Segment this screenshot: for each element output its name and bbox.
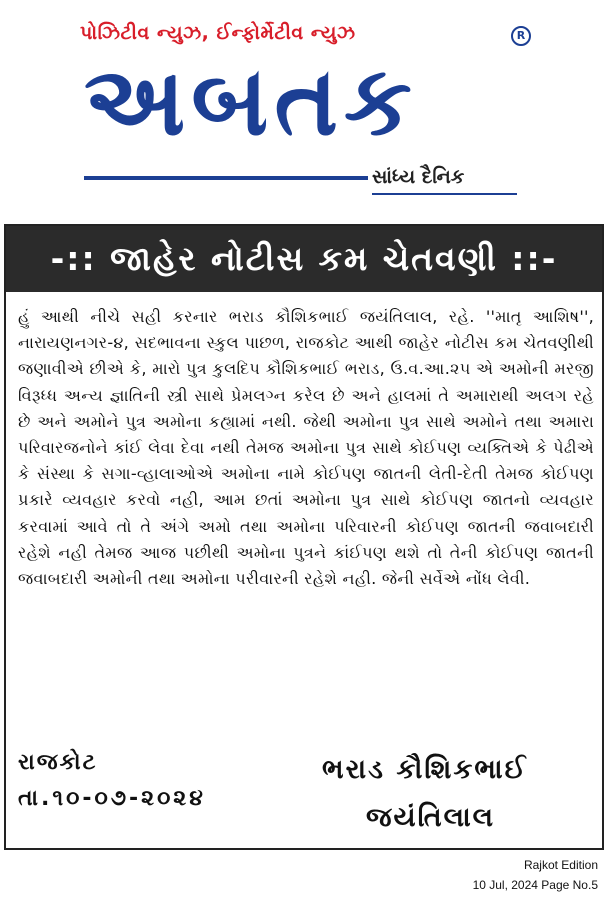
- masthead: [0, 0, 608, 210]
- masthead-rule: [84, 176, 368, 180]
- registered-trademark-icon: R: [511, 26, 531, 46]
- subtitle-underline: [372, 193, 517, 195]
- edition-label: Rajkot Edition: [523, 858, 598, 872]
- notice-title: -:: જાહેર નોટીસ કમ ચેતવણી ::-: [6, 226, 602, 292]
- signatory-surname: જયંતિલાલ: [366, 802, 496, 833]
- signatory-name: ભરાડ કૌશિકભાઈ: [322, 754, 528, 785]
- notice-body: હું આથી નીચે સહી કરનાર ભરાડ કૌશિકભાઈ જયંતિલાલ, રહે. ''માતૃ આશિષ'', નારાયણનગર-૪, સદભાવના સ્કુલ પાછળ, રાજકોટ આથી જાહેર નોટીસ કમ ચેતવણીથી જણાવીએ છીએ કે, મારો પુત્ર કુલદિપ કૌશિકભાઈ ભરાડ, ઉ.વ.આ.૨૫ એ અમોની મરજી વિરૂધ્ધ અન્ય જ્ઞાતિની સ્ત્રી સાથે પ્રેમલગ્ન કરેલ છે અને હાલમાં તે અમારાથી અલગ રહે છે અને અમોને પુત્ર અમોના કહ્યામાં નથી. જેથી અમોના પુત્ર સાથે અમોને તથા અમારા પરિવારજનોને કાંઈ લેવા દેવા નથી તેમજ અમોના પુત્ર સાથે કોઈપણ વ્યક્તિએ કે પેઢીએ કે સંસ્થા કે સગા-વ્હાલાઓએ અમોના નામે કોઈપણ જાતની લેતી-દેતી તેમજ કોઈપણ પ્રકારે વ્યવહાર કરવો નહી, આમ છતાં અમોના પુત્ર સાથે કોઈપણ જાતનો વ્યવહાર કરવામાં આવે તો તે અંગે અમો તથા અમોના પરિવારની કોઈપણ જાતની જવાબદારી રહેશે નહી તેમજ આજ પછીથી અમોના પુત્રને કાંઈપણ થશે તો તેની કોઈપણ જાતની જવાબદારી અમોની તથા અમોના પરીવારની રહેશે નહી. જેની સર્વેએ નોંધ લેવી.: [18, 307, 594, 589]
- masthead-subtitle: સાંધ્ય દૈનિક: [372, 166, 465, 188]
- page-info: 10 Jul, 2024 Page No.5: [472, 878, 598, 892]
- public-notice: [4, 224, 604, 850]
- notice-date: તા.૧૦-૦૭-૨૦૨૪: [18, 786, 206, 811]
- notice-place: રાજકોટ: [18, 750, 98, 775]
- newspaper-logo: અબતક: [84, 45, 418, 157]
- masthead-tagline: પોઝિટીવ ન્યુઝ, ઈન્ફોર્મેટીવ ન્યુઝ: [80, 22, 356, 44]
